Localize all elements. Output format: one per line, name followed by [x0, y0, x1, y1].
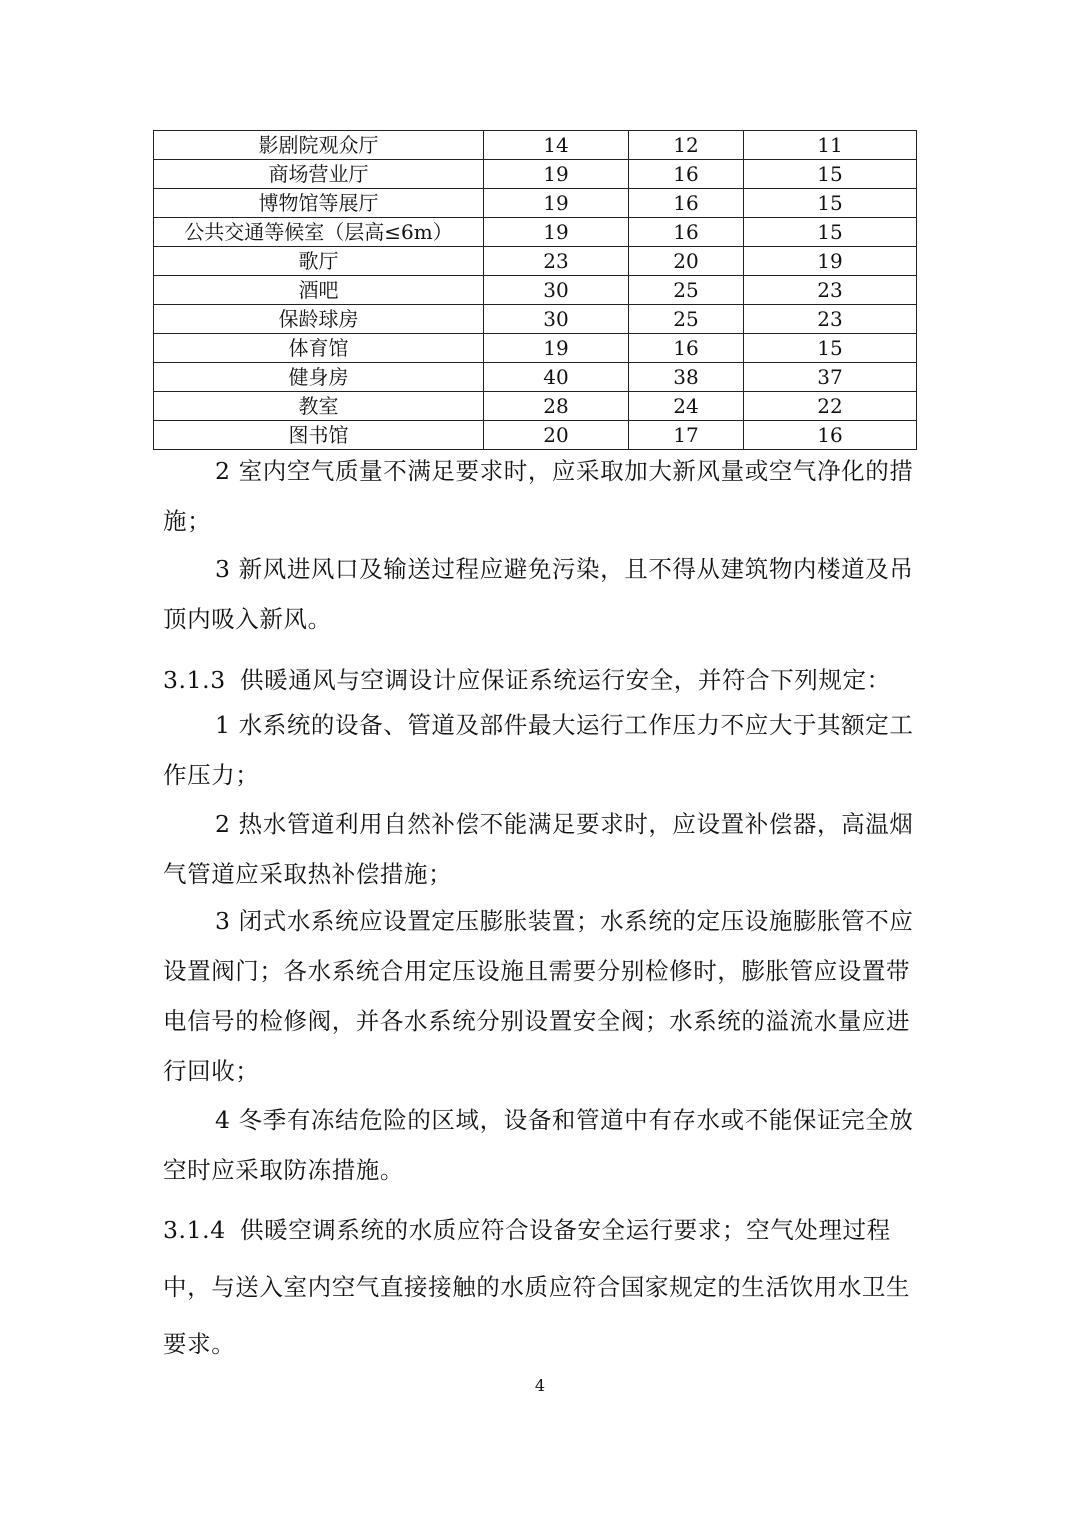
value-cell: 28: [484, 392, 629, 421]
page-number: 4: [534, 1376, 546, 1395]
room-type-cell: 影剧院观众厅: [154, 131, 484, 160]
clause-number: 3.1.3: [163, 666, 226, 694]
fresh-air-table: [153, 130, 917, 450]
table-row: [154, 218, 917, 247]
value-cell: 12: [629, 131, 744, 160]
value-cell: 23: [744, 276, 917, 305]
table-row: [154, 247, 917, 276]
value-cell: 15: [744, 218, 917, 247]
table-row: [154, 131, 917, 160]
value-cell: 19: [484, 189, 629, 218]
table-row: [154, 305, 917, 334]
value-cell: 15: [744, 334, 917, 363]
value-cell: 16: [629, 334, 744, 363]
value-cell: 15: [744, 189, 917, 218]
value-cell: 16: [744, 421, 917, 450]
value-cell: 19: [484, 334, 629, 363]
value-cell: 38: [629, 363, 744, 392]
value-cell: 11: [744, 131, 917, 160]
clause-number: 3.1.4: [163, 1216, 226, 1244]
room-type-cell: 图书馆: [154, 421, 484, 450]
value-cell: 30: [484, 305, 629, 334]
clause-3-1-4: [163, 1202, 918, 1373]
value-cell: 16: [629, 218, 744, 247]
value-cell: 37: [744, 363, 917, 392]
room-type-cell: 体育馆: [154, 334, 484, 363]
table-row: [154, 334, 917, 363]
room-type-cell: 教室: [154, 392, 484, 421]
table-row: [154, 363, 917, 392]
room-type-cell: 公共交通等候室（层高≤6m）: [154, 218, 484, 247]
room-type-cell: 博物馆等展厅: [154, 189, 484, 218]
value-cell: 20: [629, 247, 744, 276]
value-cell: 17: [629, 421, 744, 450]
room-type-cell: 健身房: [154, 363, 484, 392]
item-3-fresh-air-inlet: 3 新风进风口及输送过程应避免污染，且不得从建筑物内楼道及吊顶内吸入新风。: [163, 555, 914, 633]
clause-3-1-3-item-3: 3 闭式水系统应设置定压膨胀装置；水系统的定压设施膨胀管不应设置阀门；各水系统合用定压设施且需要分别检修时，膨胀管应设置带电信号的检修阀，并各水系统分别设置安全阀；水系统的溢流水量应进行回收；: [163, 907, 914, 1085]
clause-text: 供暖空调系统的水质应符合设备安全运行要求；空气处理过程中，与送入室内空气直接接触的水质应符合国家规定的生活饮用水卫生要求。: [163, 1216, 911, 1358]
value-cell: 16: [629, 189, 744, 218]
value-cell: 15: [744, 160, 917, 189]
value-cell: 19: [484, 160, 629, 189]
clause-3-1-3-item-4: 4 冬季有冻结危险的区域，设备和管道中有存水或不能保证完全放空时应采取防冻措施。: [163, 1106, 914, 1184]
value-cell: 20: [484, 421, 629, 450]
value-cell: 16: [629, 160, 744, 189]
value-cell: 19: [744, 247, 917, 276]
clause-3-1-3: [163, 655, 918, 705]
value-cell: 25: [629, 305, 744, 334]
value-cell: 40: [484, 363, 629, 392]
value-cell: 14: [484, 131, 629, 160]
value-cell: 23: [744, 305, 917, 334]
table-row: [154, 276, 917, 305]
value-cell: 25: [629, 276, 744, 305]
clause-3-1-3-item-1: 1 水系统的设备、管道及部件最大运行工作压力不应大于其额定工作压力；: [163, 711, 914, 789]
value-cell: 24: [629, 392, 744, 421]
clause-3-1-3-item-2: 2 热水管道利用自然补偿不能满足要求时，应设置补偿器，高温烟气管道应采取热补偿措施；: [163, 810, 914, 888]
value-cell: 19: [484, 218, 629, 247]
table-row: [154, 392, 917, 421]
room-type-cell: 酒吧: [154, 276, 484, 305]
value-cell: 23: [484, 247, 629, 276]
value-cell: 22: [744, 392, 917, 421]
room-type-cell: 商场营业厅: [154, 160, 484, 189]
clause-text: 供暖通风与空调设计应保证系统运行安全，并符合下列规定：: [240, 666, 891, 694]
table-row: [154, 160, 917, 189]
item-2-air-quality: 2 室内空气质量不满足要求时，应采取加大新风量或空气净化的措施；: [163, 457, 914, 535]
room-type-cell: 歌厅: [154, 247, 484, 276]
value-cell: 30: [484, 276, 629, 305]
table-row: [154, 189, 917, 218]
room-type-cell: 保龄球房: [154, 305, 484, 334]
